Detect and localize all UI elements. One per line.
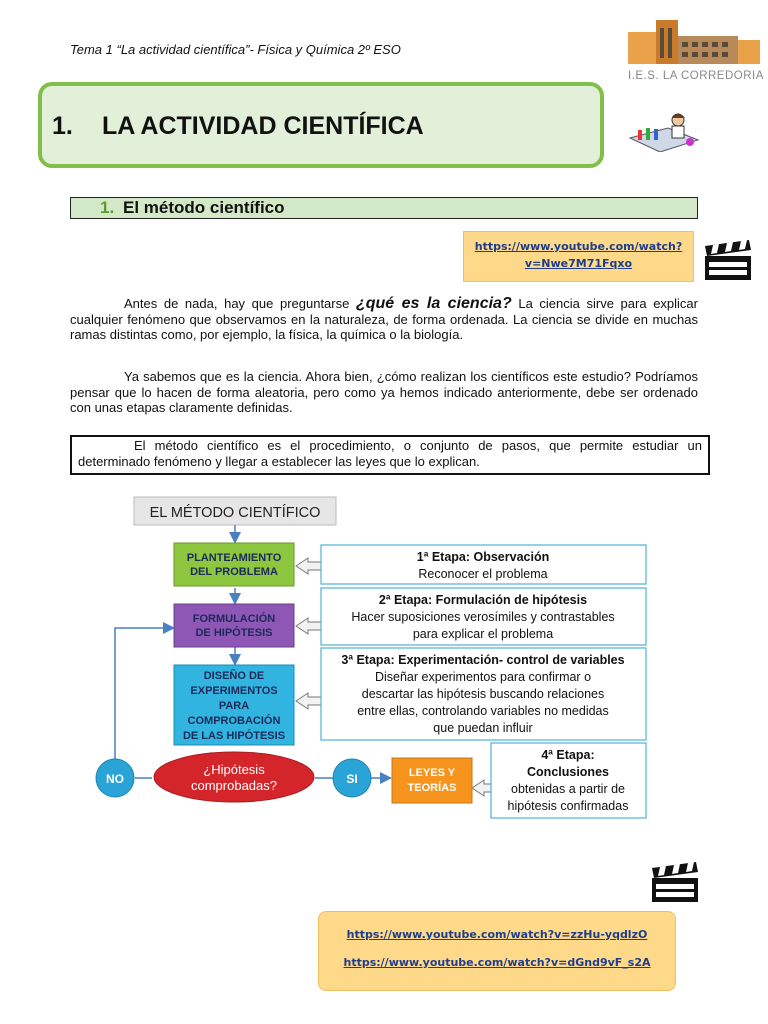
- science-question: ¿qué es la ciencia?: [355, 295, 512, 312]
- step-3-line-1: DISEÑO DE: [203, 670, 265, 682]
- clapperboard-icon: [703, 240, 753, 282]
- video-link-3[interactable]: https://www.youtube.com/watch?v=dGnd9vF_s2A: [343, 956, 651, 969]
- course-header: Tema 1 “La actividad científica”- Física y Química 2º ESO: [70, 42, 401, 57]
- stage-1-name: : Observación: [465, 550, 550, 564]
- definition-box: [70, 435, 710, 475]
- stage-4-head: Conclusiones: [527, 765, 609, 779]
- svg-text:1ª Etapa: Observación: [417, 550, 549, 564]
- step-1-line-1: PLANTEAMIENTO: [186, 552, 282, 564]
- yes-label: SI: [346, 772, 358, 786]
- definition-text: El método científico es el procedimiento, o conjunto de pasos, que permite estudiar un determinado fenómeno y llegar a establecer las leyes que lo explican.: [78, 438, 702, 469]
- second-paragraph: [70, 369, 698, 416]
- video-link-line-2[interactable]: v=Nwe7M71Fqxo: [524, 257, 633, 270]
- section-title: El método científico: [123, 198, 285, 217]
- stage-4-name: :: [590, 748, 595, 762]
- stage-4-desc-1: obtenidas a partir de: [511, 782, 625, 796]
- stage-1-label: 1ª Etapa: [416, 550, 466, 564]
- stage-3-desc-2: descartar las hipótesis buscando relaciones: [361, 687, 605, 701]
- no-label: NO: [106, 772, 124, 786]
- step-2-line-2: DE HIPÓTESIS: [195, 627, 273, 639]
- step-formulacion: [174, 604, 294, 647]
- result-line-2: TEORÍAS: [407, 782, 457, 794]
- step-1-line-2: DEL PROBLEMA: [190, 566, 278, 578]
- stage-3-desc-1: Diseñar experimentos para confirmar o: [374, 670, 592, 684]
- question-line-2: comprobadas?: [191, 778, 277, 793]
- intro-rest: La ciencia sirve para explicar cualquier fenómeno que observamos en la naturaleza, de forma ordenada. La ciencia se divide en muchas ramas distintas como, por ejemplo, la física, la química o la biología.: [70, 296, 698, 342]
- svg-text:3ª Etapa: Experimentación- con: [341, 653, 624, 667]
- video-link-line-1[interactable]: https://www.youtube.com/watch?: [474, 240, 683, 253]
- stage-3-desc-4: que puedan influir: [433, 721, 533, 735]
- second-paragraph-text: Ya sabemos que es la ciencia. Ahora bien, ¿cómo realizan los científicos este estudio? Podríamos pensar que lo hacen de forma aleatoria, pero como ya hemos indicado anteriormente, debe ser ordenado con unas etapas claramente definidas.: [70, 369, 698, 415]
- video-link-2[interactable]: https://www.youtube.com/watch?v=zzHu-yqdlzO: [346, 928, 648, 941]
- clapperboard-icon-2: [650, 862, 700, 904]
- school-name: I.E.S. LA CORREDORIA: [628, 70, 764, 82]
- title-number: 1.: [52, 112, 73, 140]
- stage-2-desc-1: Hacer suposiciones verosímiles y contrastables: [351, 610, 615, 624]
- stage-3-name: : Experimentación- control de variables: [390, 653, 625, 667]
- question-line-1: ¿Hipótesis: [203, 762, 265, 777]
- step-planteamiento: [174, 543, 294, 586]
- section-number: 1.: [100, 198, 115, 217]
- video-links-box: [318, 911, 676, 991]
- video-link-box: [463, 231, 694, 282]
- svg-text:2ª Etapa: Formulación de hipót: [379, 593, 587, 607]
- step-3-line-2: EXPERIMENTOS: [190, 685, 278, 697]
- laws-theories-box: [392, 758, 472, 803]
- stage-2-label: 2ª Etapa: [378, 593, 429, 607]
- intro-lead: Antes de nada, hay que preguntarse: [124, 296, 356, 311]
- step-3-line-5: DE LAS HIPÓTESIS: [182, 730, 286, 742]
- page-title: LA ACTIVIDAD CIENTÍFICA: [102, 112, 424, 140]
- stage-3-label: 3ª Etapa: [341, 653, 391, 667]
- scientific-method-diagram: [90, 495, 660, 825]
- step-2-line-1: FORMULACIÓN: [192, 613, 276, 625]
- intro-paragraph: [70, 296, 698, 343]
- hypothesis-question-ellipse: [154, 752, 314, 802]
- step-3-line-4: COMPROBACIÓN: [187, 715, 281, 727]
- stage-2-name: : Formulación de hipótesis: [428, 593, 588, 607]
- stage-4-label: 4ª Etapa: [541, 748, 591, 762]
- stage-4-desc-2: hipótesis confirmadas: [507, 799, 629, 813]
- stage-3-desc-3: entre ellas, controlando variables no medidas: [357, 704, 609, 718]
- diagram-title: EL MÉTODO CIENTÍFICO: [149, 505, 321, 521]
- stage-2-desc-2: para explicar el problema: [412, 627, 554, 641]
- result-line-1: LEYES Y: [408, 767, 456, 779]
- stage-1-desc: Reconocer el problema: [418, 567, 548, 581]
- scientist-lab-icon: [628, 110, 700, 152]
- svg-text:4ª Etapa:: [541, 748, 594, 762]
- step-3-line-3: PARA: [218, 700, 250, 712]
